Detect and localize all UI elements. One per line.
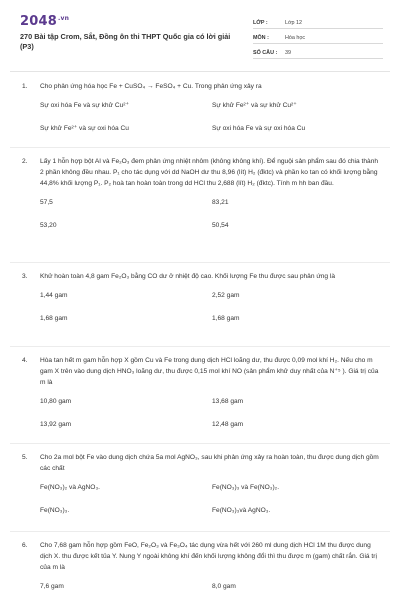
meta-value: Lớp 12 xyxy=(285,20,303,26)
answer-option-a[interactable]: 1,44 gam xyxy=(40,292,68,299)
question-number: 4. xyxy=(22,357,28,364)
question-divider xyxy=(10,346,390,347)
header xyxy=(0,0,400,62)
meta-value: 39 xyxy=(285,50,291,56)
answer-option-a[interactable]: 10,80 gam xyxy=(40,398,72,405)
answer-option-a[interactable]: 7,6 gam xyxy=(40,583,64,590)
question-divider xyxy=(10,147,390,148)
logo-suffix: .vn xyxy=(57,14,70,22)
question-6 xyxy=(22,540,382,592)
answer-option-c[interactable]: Sự khử Fe²⁺ và sự oxi hóa Cu xyxy=(40,125,129,132)
meta-row-subject xyxy=(253,29,383,44)
question-number: 6. xyxy=(22,542,28,549)
answer-options xyxy=(40,397,382,430)
answer-option-c[interactable]: 53,20 xyxy=(40,222,57,229)
answer-option-a[interactable]: Fe(NO₃)₂ và AgNO₃. xyxy=(40,484,100,491)
answer-option-b[interactable]: 2,52 gam xyxy=(212,292,240,299)
site-logo[interactable] xyxy=(20,14,69,29)
meta-label: LỚP : xyxy=(253,20,268,26)
answer-option-b[interactable]: 83,21 xyxy=(212,199,229,206)
question-text: Khử hoàn toàn 4,8 gam Fe₂O₃ bằng CO dư ở nhiệt độ cao. Khối lượng Fe thu được sau phản ứng là xyxy=(40,273,336,280)
question-divider xyxy=(10,443,390,444)
answer-option-c[interactable]: Fe(NO₃)₃. xyxy=(40,507,70,514)
answer-option-b[interactable]: Sự khử Fe²⁺ và sự khử Cu²⁺ xyxy=(212,102,297,109)
answer-option-b[interactable]: Fe(NO₃)₃ và Fe(NO₃)₂. xyxy=(212,484,280,491)
question-text: Cho 2a mol bột Fe vào dung dịch chứa 5a mol AgNO₃, sau khi phản ứng xảy ra hoàn toàn, thu được dung dịch gồm các chất xyxy=(40,454,379,472)
answer-option-c[interactable]: 13,92 gam xyxy=(40,421,72,428)
answer-options xyxy=(40,483,382,516)
answer-options xyxy=(40,291,382,324)
question-1 xyxy=(22,81,382,134)
answer-option-a[interactable]: Sự oxi hóa Fe và sự khử Cu²⁺ xyxy=(40,102,129,109)
answer-options xyxy=(40,198,382,231)
question-2 xyxy=(22,156,382,231)
meta-label: SỐ CÂU : xyxy=(253,50,278,56)
question-divider xyxy=(10,531,390,532)
answer-option-b[interactable]: 13,68 gam xyxy=(212,398,244,405)
question-text: Cho phản ứng hóa học Fe + CuSO₄ → FeSO₄ + Cu. Trong phản ứng xảy ra xyxy=(40,83,262,90)
answer-options xyxy=(40,101,382,134)
answer-option-d[interactable]: 12,48 gam xyxy=(212,421,244,428)
page-title: 270 Bài tập Crom, Sắt, Đồng ôn thi THPT Quốc gia có lời giải (P3) xyxy=(20,32,231,51)
question-5 xyxy=(22,452,382,516)
exam-meta xyxy=(253,14,383,59)
question-text: Hòa tan hết m gam hỗn hợp X gồm Cu và Fe trong dung dịch HCl loãng dư, thu được 0,09 mol khí H₂. Nếu cho m gam X trên vào dung dịch HNO₃ loãng dư, thu được 0,15 mol khí NO (sản phẩm khử duy nhất của N⁺⁵ ). Giá trị của m là xyxy=(40,357,379,386)
meta-label: MÔN : xyxy=(253,35,269,41)
question-3 xyxy=(22,271,382,324)
question-number: 2. xyxy=(22,158,28,165)
meta-row-count xyxy=(253,44,383,59)
answer-option-b[interactable]: 8,0 gam xyxy=(212,583,236,590)
answer-option-d[interactable]: 50,54 xyxy=(212,222,229,229)
answer-option-d[interactable]: Fe(NO₃)₃và AgNO₃. xyxy=(212,507,271,514)
answer-option-d[interactable]: 1,68 gam xyxy=(212,315,240,322)
question-number: 3. xyxy=(22,273,28,280)
header-divider xyxy=(10,71,390,72)
meta-value: Hóa học xyxy=(285,35,306,41)
logo-text: 2048 xyxy=(20,14,57,29)
answer-option-c[interactable]: 1,68 gam xyxy=(40,315,68,322)
answer-option-d[interactable]: Sự oxi hóa Fe và sự oxi hóa Cu xyxy=(212,125,306,132)
meta-row-class xyxy=(253,14,383,29)
question-4 xyxy=(22,355,382,430)
answer-option-a[interactable]: 57,5 xyxy=(40,199,53,206)
answer-options xyxy=(40,582,382,592)
question-text: Lấy 1 hỗn hợp bột Al và Fe₂O₃ đem phản ứng nhiệt nhôm (không không khí). Để nguội sản phẩm sau đó chia thành 2 phần không đều nhau. P₁ cho tác dụng với dd NaOH dư thu 8,96 (lít) H₂ (đktc) và phần ko tan có khối lượng bằng 44,8% khối lượng P₁. P₂ hoà tan hoàn toàn trong dd HCl thu 2,688 (lít) H₂ (đktc). Tính m hh ban đầu. xyxy=(40,158,379,187)
question-number: 5. xyxy=(22,454,28,461)
question-text: Cho 7,68 gam hỗn hợp gồm FeO, Fe₂O₃ và Fe₃O₄ tác dụng vừa hết với 260 ml dung dịch HCl 1M thu được dung dịch X. thu được kết tủa Y. Nung Y ngoài không khí đến khối lượng không đổi thì thu được m (gam) chất rắn. Giá trị của m là xyxy=(40,542,377,571)
question-number: 1. xyxy=(22,83,28,90)
question-divider xyxy=(10,262,390,263)
